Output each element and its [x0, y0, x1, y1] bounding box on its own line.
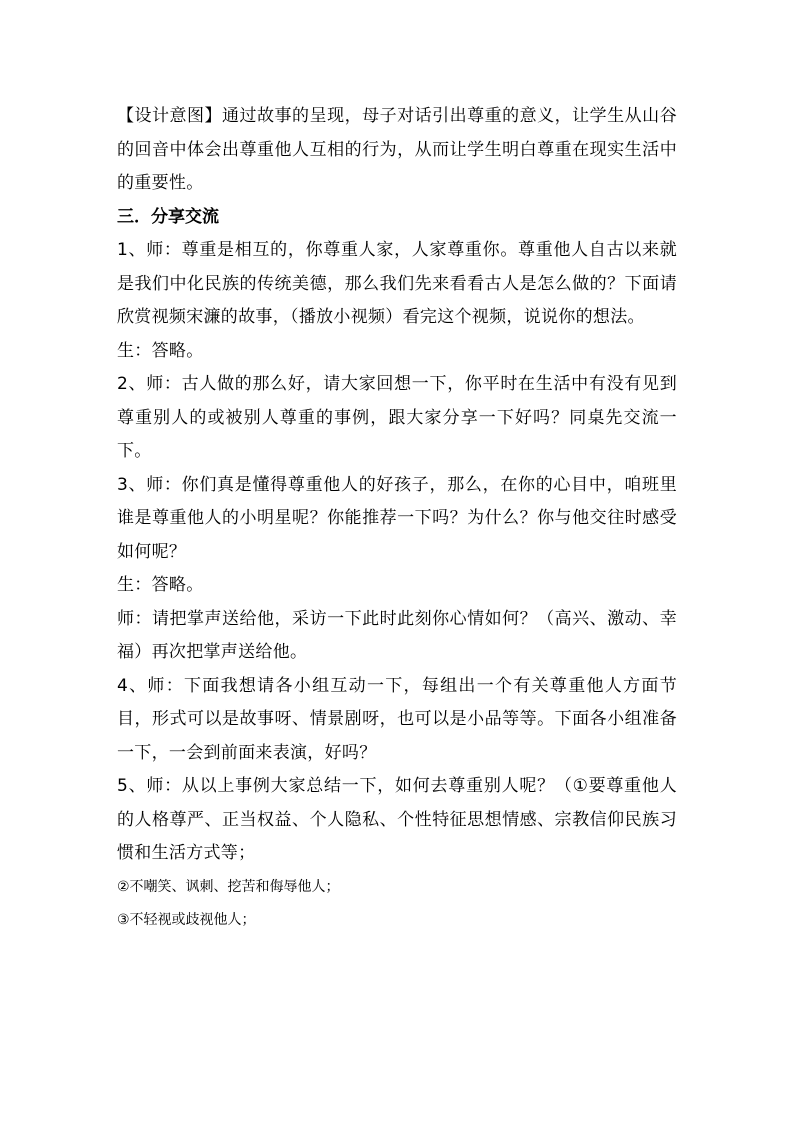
- teacher-item-4: 4、师：下面我想请各小组互动一下，每组出一个有关尊重他人方面节目，形式可以是故事呀、情景剧呀，也可以是小品等等。下面各小组准备一下，一会到前面来表演，好吗？: [117, 675, 677, 763]
- respect-point-3: ③不轻视或歧视他人；: [117, 912, 256, 928]
- teacher-item-3: 3、师：你们真是懂得尊重他人的好孩子，那么，在你的心目中，咱班里谁是尊重他人的小明星呢？你能推荐一下吗？为什么？你与他交往时感受如何呢？: [117, 474, 677, 562]
- student-response-1: 生：答略。: [117, 340, 204, 361]
- respect-point-2: ②不嘲笑、讽刺、挖苦和侮辱他人；: [117, 878, 340, 895]
- teacher-item-1: 1、师：尊重是相互的，你尊重人家，人家尊重你。尊重他人自古以来就是我们中化民族的传统美德，那么我们先来看看古人是怎么做的？下面请欣赏视频宋濂的故事，（播放小视频）看完这个视频，说说你的想法。: [117, 240, 677, 327]
- student-response-2: 生：答略。: [117, 575, 204, 595]
- section-heading: 三．分享交流: [117, 206, 219, 227]
- document-page: [117, 100, 677, 938]
- design-intent-paragraph: 【设计意图】通过故事的呈现，母子对话引出尊重的意义，让学生从山谷的回音中体会出尊重他人互相的行为，从而让学生明白尊重在现实生活中的重要性。: [117, 106, 677, 193]
- teacher-item-2: 2、师：古人做的那么好，请大家回想一下，你平时在生活中有没有见到尊重别人的或被别人尊重的事例，跟大家分享一下好吗？同桌先交流一下。: [117, 374, 677, 461]
- teacher-item-5: 5、师：从以上事例大家总结一下，如何去尊重别人呢？（①要尊重他人的人格尊严、正当权益、个人隐私、个性特征思想情感、宗教信仰民族习惯和生活方式等；: [117, 776, 677, 863]
- teacher-note: 师：请把掌声送给他，采访一下此时此刻你心情如何？（高兴、激动、幸福）再次把掌声送给他。: [117, 608, 677, 662]
